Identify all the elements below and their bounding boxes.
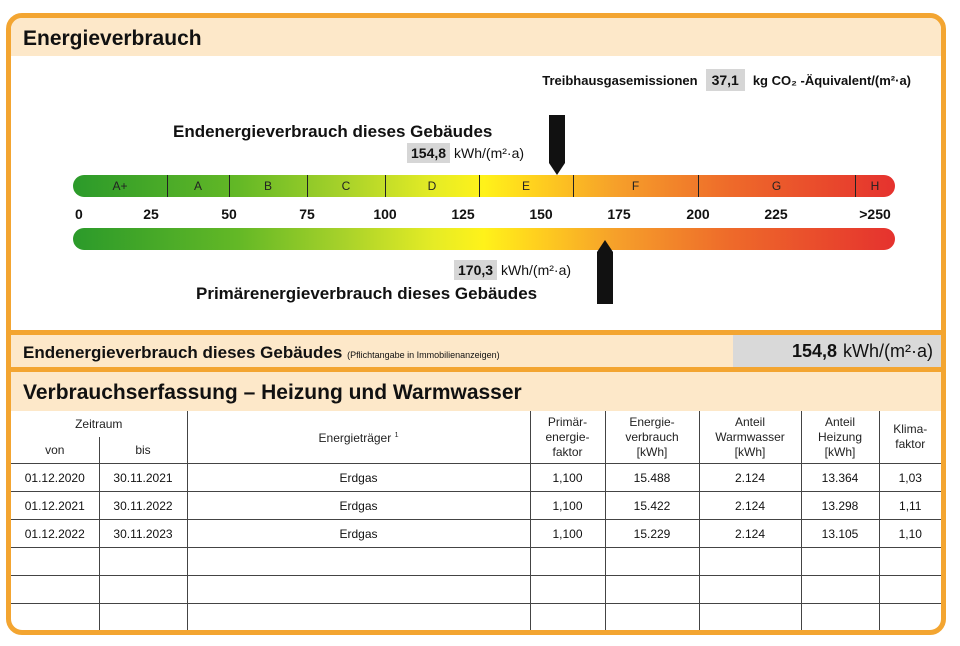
primaerenergie-arrow-icon <box>595 240 615 304</box>
page-title: Energieverbrauch <box>23 27 202 50</box>
tick-label: >250 <box>859 206 891 222</box>
header-line: Anteil <box>734 414 766 429</box>
cell-verbrauch: 15.488 <box>605 464 699 492</box>
header-line: [kWh] <box>824 444 856 459</box>
header-line: Energie- <box>629 414 675 429</box>
scale-ticks <box>73 206 895 224</box>
cell-verbrauch: 15.229 <box>605 520 699 548</box>
table-row-empty <box>11 548 941 576</box>
endenergie-arrow-icon <box>547 115 567 179</box>
class-label: F <box>631 179 640 193</box>
cell-heizung: 13.298 <box>801 492 879 520</box>
summary-label-text: Endenergieverbrauch dieses Gebäudes <box>23 343 343 362</box>
endenergie-readout <box>407 143 524 163</box>
header-line: energie- <box>545 429 590 444</box>
tick-label: 175 <box>607 206 631 222</box>
primaerenergie-scale <box>73 228 895 250</box>
efficiency-class-scale <box>73 175 895 197</box>
cell-warmwasser: 2.124 <box>699 464 801 492</box>
energietraeger-header-text: Energieträger <box>318 431 392 445</box>
energieverbrauch-header <box>605 411 699 464</box>
cell-von: 01.12.2022 <box>11 520 99 548</box>
header-line: Klima- <box>893 422 928 436</box>
cell-von: 01.12.2020 <box>11 464 99 492</box>
cell-traeger: Erdgas <box>187 520 530 548</box>
table-row-empty <box>11 576 941 604</box>
cell-klima: 1,10 <box>879 520 941 548</box>
cell-warmwasser: 2.124 <box>699 492 801 520</box>
zeitraum-header: Zeitraum <box>11 411 187 437</box>
endenergie-label: Endenergieverbrauch dieses Gebäudes <box>173 122 493 141</box>
consumption-table <box>11 411 941 632</box>
warmwasser-header <box>699 411 801 464</box>
header-line: Anteil <box>824 414 856 429</box>
class-label: G <box>771 179 782 193</box>
tick-label: 75 <box>299 206 315 222</box>
endenergie-summary-label <box>23 343 500 363</box>
header-line: [kWh] <box>734 444 766 459</box>
footnote-mark: 1 <box>394 432 399 439</box>
energietraeger-header <box>187 411 530 464</box>
class-label: B <box>263 179 272 193</box>
header-line: faktor <box>552 444 583 459</box>
table-row <box>11 492 941 520</box>
cell-faktor: 1,100 <box>530 520 605 548</box>
header-line: [kWh] <box>636 444 668 459</box>
table-header-row <box>11 411 941 437</box>
header-line: verbrauch <box>625 429 679 444</box>
table-row <box>11 520 941 548</box>
primaerenergie-label: Primärenergieverbrauch dieses Gebäudes <box>196 284 538 303</box>
cell-warmwasser: 2.124 <box>699 520 801 548</box>
ghg-emissions <box>542 69 911 91</box>
class-label: A+ <box>112 179 128 193</box>
cell-faktor: 1,100 <box>530 464 605 492</box>
ghg-unit: kg CO₂ -Äquivalent/(m²·a) <box>752 72 911 88</box>
primaerenergie-value: 170,3 <box>454 260 497 280</box>
von-header: von <box>11 437 99 464</box>
header-band <box>11 18 941 56</box>
tick-label: 150 <box>529 206 553 222</box>
cell-bis: 30.11.2021 <box>99 464 187 492</box>
klimafaktor-header <box>879 411 941 464</box>
tick-label: 100 <box>373 206 397 222</box>
endenergie-summary-value <box>733 335 941 367</box>
class-label: E <box>521 179 530 193</box>
cell-faktor: 1,100 <box>530 492 605 520</box>
header-line: Warmwasser <box>715 429 785 444</box>
tick-label: 125 <box>451 206 475 222</box>
cell-verbrauch: 15.422 <box>605 492 699 520</box>
tick-label: 50 <box>221 206 237 222</box>
endenergie-unit: kWh/(m²·a) <box>454 145 525 161</box>
class-label: H <box>870 179 880 193</box>
tick-label: 200 <box>686 206 710 222</box>
verbrauch-title-band <box>11 372 941 411</box>
class-label: A <box>193 179 202 193</box>
primaerenergie-unit: kWh/(m²·a) <box>501 262 572 278</box>
class-label: C <box>341 179 351 193</box>
tick-label: 0 <box>75 206 83 222</box>
cell-heizung: 13.364 <box>801 464 879 492</box>
summary-value-number: 154,8 <box>791 341 838 361</box>
cell-traeger: Erdgas <box>187 492 530 520</box>
cell-von: 01.12.2021 <box>11 492 99 520</box>
header-line: Primär- <box>547 414 588 429</box>
cell-klima: 1,03 <box>879 464 941 492</box>
tick-label: 25 <box>143 206 159 222</box>
cell-bis: 30.11.2023 <box>99 520 187 548</box>
summary-note: (Pflichtangabe in Immobilienanzeigen) <box>347 350 500 360</box>
summary-value-unit: kWh/(m²·a) <box>843 341 933 361</box>
header-line: Heizung <box>817 429 863 444</box>
energy-certificate <box>6 13 946 635</box>
header-line: faktor <box>895 437 926 451</box>
heizung-header <box>801 411 879 464</box>
ghg-label: Treibhausgasemissionen <box>542 72 698 88</box>
verbrauch-title: Verbrauchserfassung – Heizung und Warmwasser <box>23 381 522 404</box>
table-row <box>11 464 941 492</box>
class-label: D <box>427 179 437 193</box>
primaerfaktor-header <box>530 411 605 464</box>
endenergie-value: 154,8 <box>407 143 450 163</box>
cell-klima: 1,11 <box>879 492 941 520</box>
tick-label: 225 <box>764 206 788 222</box>
cell-heizung: 13.105 <box>801 520 879 548</box>
bis-header: bis <box>99 437 187 464</box>
cell-traeger: Erdgas <box>187 464 530 492</box>
ghg-value: 37,1 <box>706 69 745 91</box>
cell-bis: 30.11.2022 <box>99 492 187 520</box>
endenergie-summary-row <box>11 335 941 367</box>
primaerenergie-readout <box>454 260 571 280</box>
table-row-empty <box>11 604 941 632</box>
